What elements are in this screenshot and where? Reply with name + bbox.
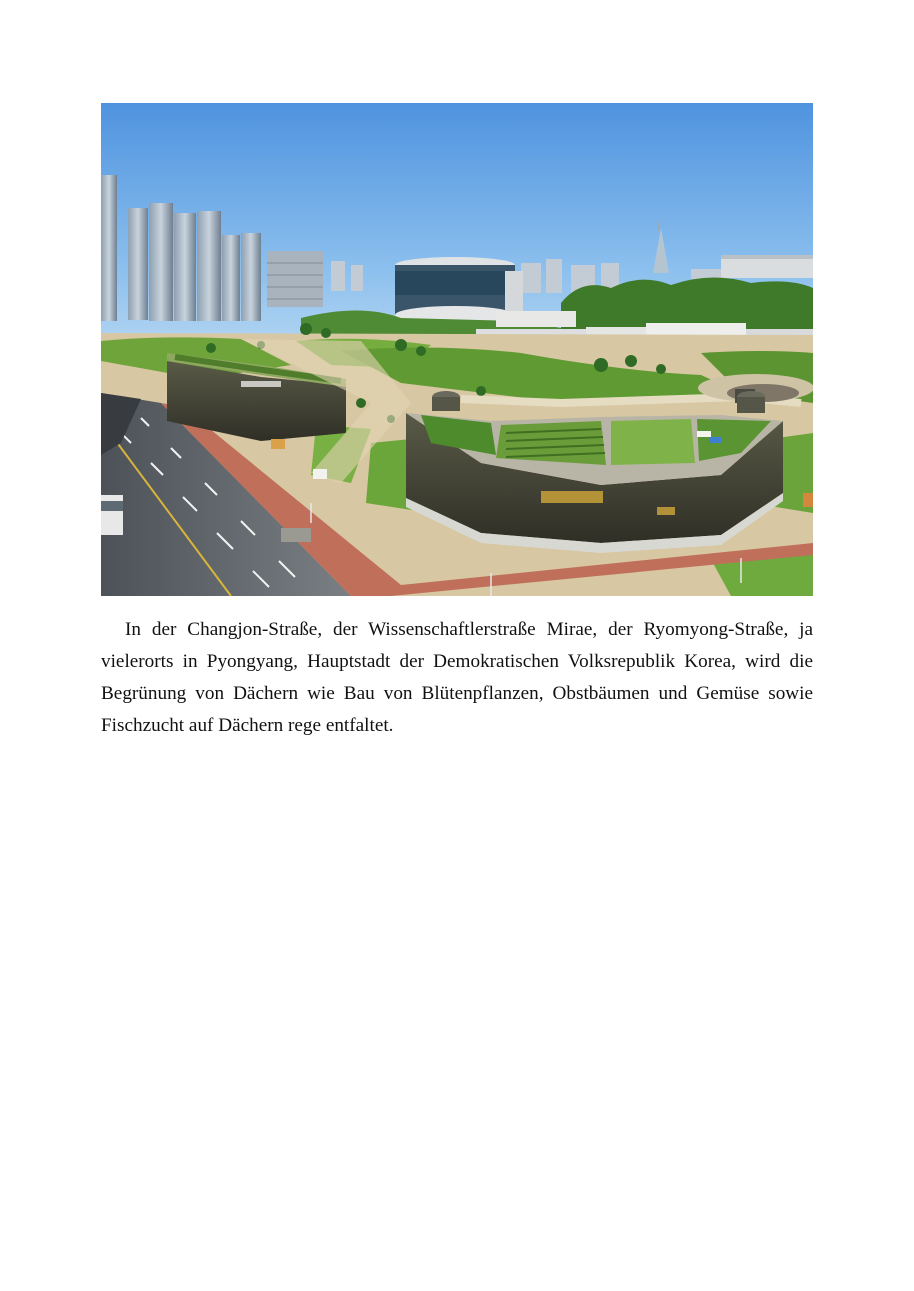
- body-paragraph: In der Changjon-Straße, der Wissenschaftlerstraße Mirae, der Ryomyong-Straße, ja vielerorts in Pyongyang, Hauptstadt der Demokratischen Volksrepublik Korea, wird die Begrünung von Dächern wie Bau von Blütenpflanzen, Obstbäumen und Gemüse sowie Fischzucht auf Dächern rege entfaltet.: [101, 619, 813, 736]
- photo-rooftop-greening: [101, 103, 813, 596]
